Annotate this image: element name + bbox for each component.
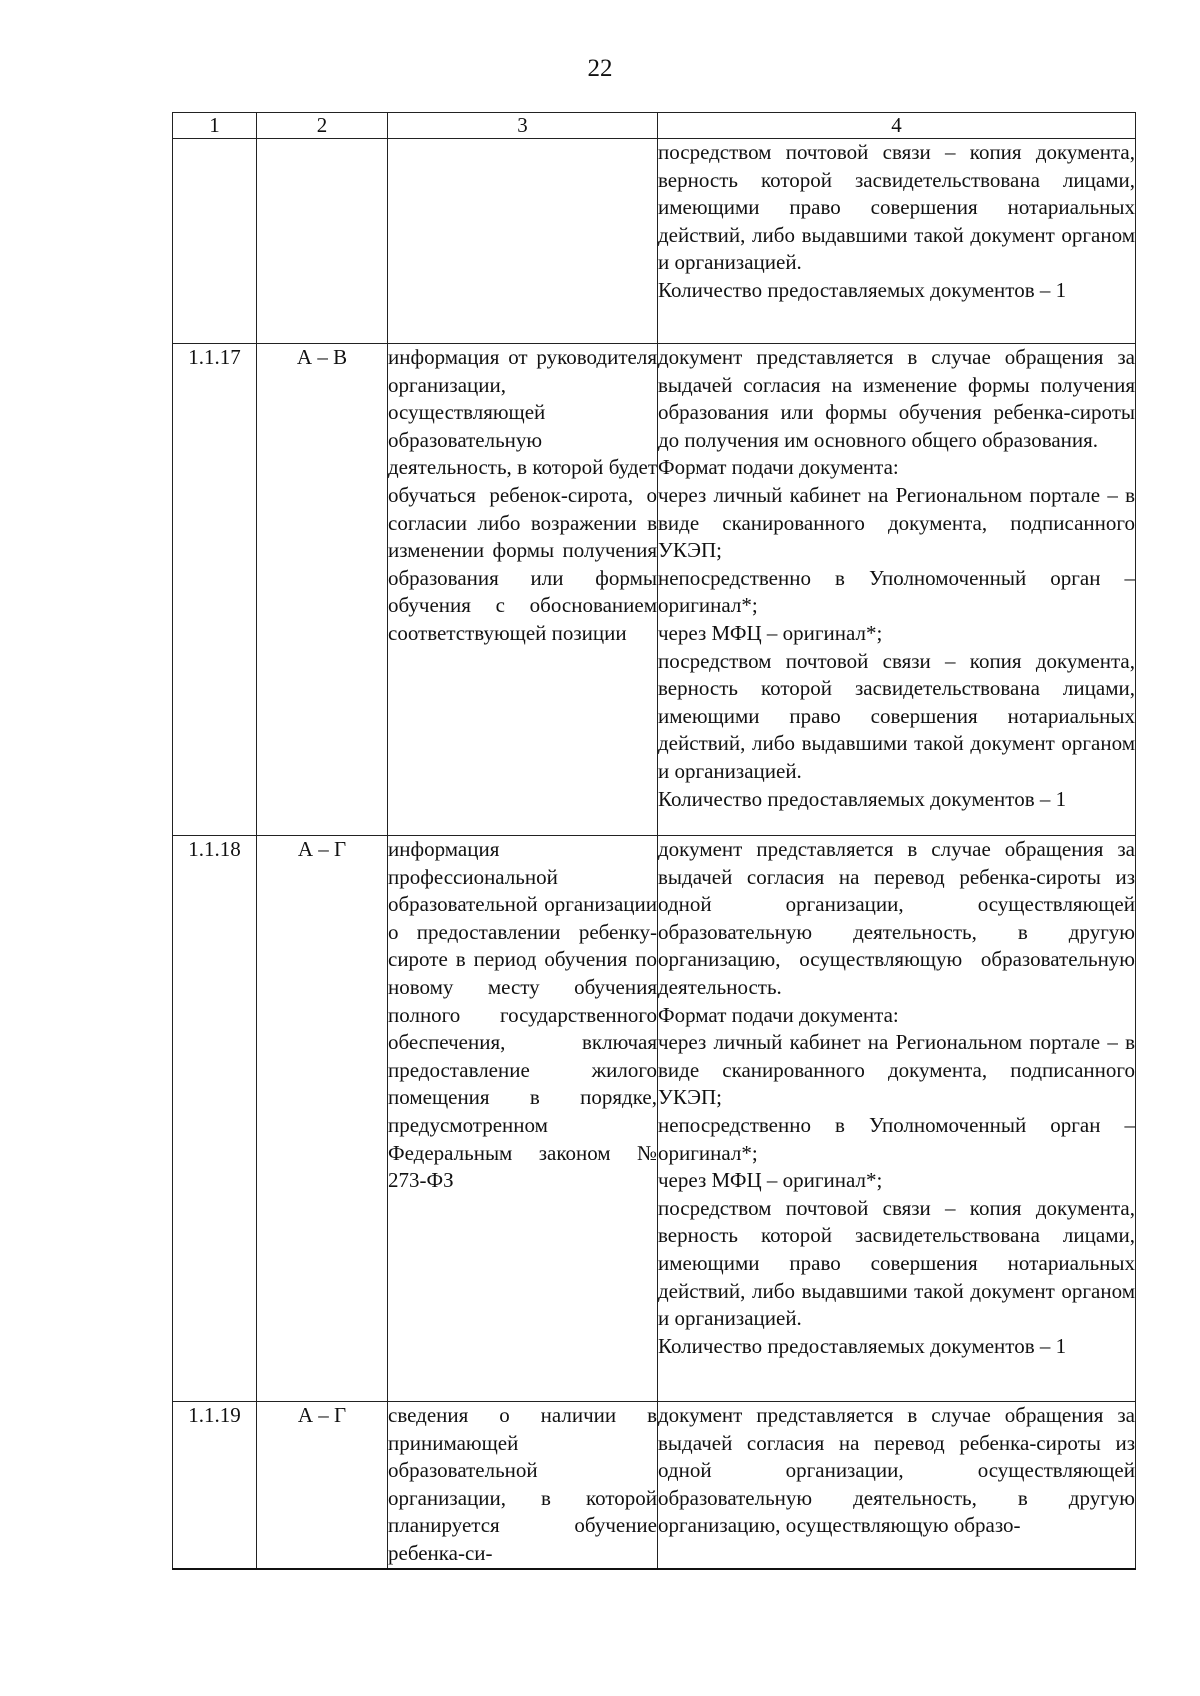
requirement-line: Количество предоставляемых документов – 1: [658, 277, 1067, 302]
table-header: [173, 113, 1136, 139]
row-number: [173, 139, 257, 344]
row-number: 1.1.17: [173, 344, 257, 836]
row-group: [257, 139, 388, 344]
requirement-line: документ представляется в случае обращения за выдачей согласия на изменение формы получения образования или формы обучения ребенка-сироты до получения им основного общего образования.: [658, 345, 1135, 452]
requirement-line: Формат подачи документа:: [658, 1002, 899, 1027]
row-requirements: [658, 1402, 1136, 1569]
row-requirements: [658, 139, 1136, 344]
requirement-line: документ представляется в случае обращения за выдачей согласия на перевод ребенка-сироты из одной организации, осуществляющей образовательную деятельность, в другую организацию, осуществляющую образовательную деятельность.: [658, 837, 1135, 999]
requirement-line: через личный кабинет на Региональном портале – в виде сканированного документа, подписанного УКЭП;: [658, 482, 1135, 563]
requirement-line: непосредственно в Уполномоченный орган – оригинал*;: [658, 1112, 1135, 1165]
requirement-line: через МФЦ – оригинал*;: [658, 1168, 883, 1193]
requirement-line: через МФЦ – оригинал*;: [658, 620, 883, 645]
row-group: А – Г: [257, 1402, 388, 1569]
row-number: 1.1.19: [173, 1402, 257, 1569]
row-description: [388, 139, 658, 344]
header-col-4: 4: [658, 113, 1136, 139]
table-row: [173, 836, 1136, 1402]
requirement-line: Формат подачи документа:: [658, 455, 899, 480]
requirement-line: посредством почтовой связи – копия документа, верность которой засвидетельствована лицами, имеющими право совершения нотариальных действий, либо выдавшими такой документ органом и организацией.: [658, 1195, 1135, 1331]
header-row: [173, 113, 1136, 139]
requirement-line: посредством почтовой связи – копия документа, верность которой засвидетельствована лицами, имеющими право совершения нотариальных действий, либо выдавшими такой документ органом и организацией.: [658, 140, 1135, 275]
requirement-line: Количество предоставляемых документов – 1: [658, 1333, 1067, 1358]
row-requirements: [658, 344, 1136, 836]
requirement-line: непосредственно в Уполномоченный орган – оригинал*;: [658, 565, 1135, 618]
row-group: А – В: [257, 344, 388, 836]
table-row: [173, 1402, 1136, 1569]
row-requirements: [658, 836, 1136, 1402]
requirement-line: документ представляется в случае обращения за выдачей согласия на перевод ребенка-сироты из одной организации, осуществляющей образовательную деятельность, в другую организацию, осуществляющую образо-: [658, 1403, 1135, 1538]
header-col-2: 2: [257, 113, 388, 139]
row-description: сведения о наличии в принимающей образовательной организации, в которой планируется обучение ребенка-си-: [388, 1402, 658, 1569]
row-description: информация профессиональной образовательной организации о предоставлении ребенку-сироте в период обучения по новому месту обучения полного государственного обеспечения, включая предоставление жилого помещения в порядке, предусмотренном Федеральным законом № 273-ФЗ: [388, 836, 658, 1402]
header-col-1: 1: [173, 113, 257, 139]
requirement-line: Количество предоставляемых документов – 1: [658, 786, 1067, 811]
row-group: А – Г: [257, 836, 388, 1402]
row-number: 1.1.18: [173, 836, 257, 1402]
page-number: 22: [587, 55, 613, 82]
requirement-line: через личный кабинет на Региональном портале – в виде сканированного документа, подписанного УКЭП;: [658, 1030, 1135, 1110]
documents-table: [172, 112, 1136, 1570]
row-description: информация от руководителя организации, осуществляющей образовательную деятельность, в которой будет обучаться ребенок-сирота, о согласии либо возражении в изменении формы получения образования или формы обучения с обоснованием соответствующей позиции: [388, 344, 658, 836]
requirement-line: посредством почтовой связи – копия документа, верность которой засвидетельствована лицами, имеющими право совершения нотариальных действий, либо выдавшими такой документ органом и организацией.: [658, 648, 1135, 783]
table-row: [173, 139, 1136, 344]
table-row: [173, 344, 1136, 836]
header-col-3: 3: [388, 113, 658, 139]
